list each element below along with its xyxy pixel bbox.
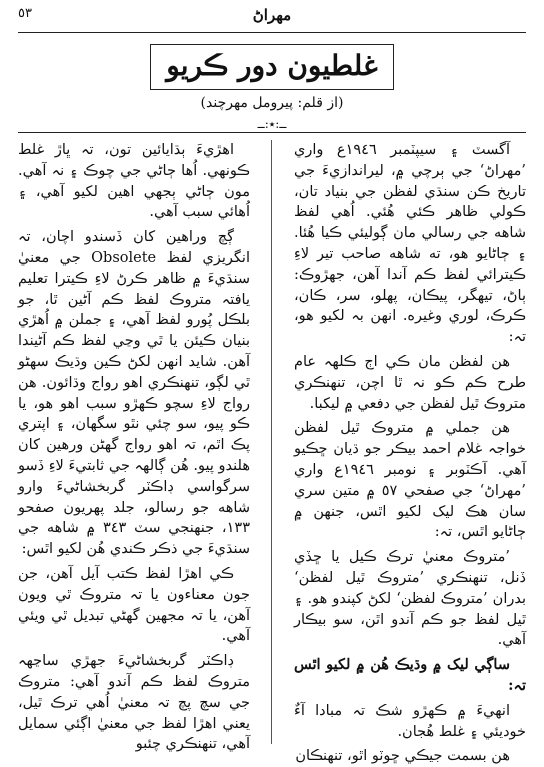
paragraph: ڳچ وراهين کان ڏسندو اچان، تہ انگريزي لفظ Obsolete جي معنيٰ سنڌيءَ ۾ ظاهر ڪرڻ لاءِ ڪيترا تعليم يافتہ متروڪ لفظ ڪم آڻين ٿا، جو بلڪل پُورو لفظ آهي، ۽ جملن ۾ اُهڙي بنيان ڪيئن يا ٿي وڃي لفظ ڪم آڻيندا آهن. شايد انهن لکڻ ڪين وڌيڪ سهڻو ٿي لڳو، تنهنڪري اهو رواج وڌائون. هن رواج لاءِ سچو ڪهڙو سبب اهو هو، يا ڪو پيو، سو چئي نٿو سگهان، ۽ اپتري پڪ اٿم، تہ اهو رواج گهڻن ورهين کان هلندو پيو. هُن ڳالهہ جي ثابتيءَ لاءِ ڏسو سرگواسي ڊاڪٽر گربخشاڻيءَ وارو شاهه جو رسالو، جلد پهريون صفحو ١٣٣، جنهنجي سٽ ٣٤٣ ۾ شاهه جي سنڌيءَ جي ذڪر ڪندي هُن لکيو اٿس: — [18, 229, 250, 558]
paragraph: ساڳي ليک ۾ وڌيڪ هُن ۾ لکيو اٿس تہ: — [294, 656, 526, 694]
paragraph: آگسٽ ۽ سيپٽمبر ١٩٤٦ع واري ’مهراڻ‘ جي ٻرچي ۾، ليراندازيءَ جي تاريخ ڪن سنڌي لفظن جي بنياد تان، ڪولي ظاهر ڪئي هُئي. اُهي لفظ شاهه جي رسالي مان ڳوليئي ڪيا هُئا. ۽ ڄاڻايو هو، ته شاهه صاحب تير لاءِ ڪيترائي لفظ ڪم آندا آهن، جهڙوڪ: ٻاڻ، تيهگر، پيڪان، پهلو، سر، ڪان، ڪرڪ، لوري وغيره. انهن بہ لکيو هو، تہ: — [294, 142, 526, 346]
running-head: مهراڻ — [252, 6, 292, 24]
article-title: غلطيون دور ڪريو — [166, 49, 378, 82]
paragraph: انهيءَ ۾ ڪهڙو شڪ تہ مبادا آءٌ خوديئي ۽ غلط هُجان. — [294, 702, 526, 740]
paragraph: ڊاڪٽر گربخشاڻيءَ جهڙي ساڃهہ متروڪ لفظ ڪم آندو آهي: متروڪ جي سچ پچ تہ معنيٰ اُهي ترڪ ٿيل، يعني اهڙا لفظ جي معنيٰ اڳئي سمايل آهي، تنهنڪري چئبو — [18, 653, 250, 753]
paragraph: هن لفظن مان ڪي اڄ ڪلهہ عام طرح ڪم ڪو نہ ٿا اچن، تنهنڪري متروڪ ٿيل لفظن جي دفعي ۾ ليکبا. — [294, 353, 526, 412]
paragraph: هن بسمت جيڪي ڇوٽو اٿو، تنهنڪان — [295, 748, 510, 765]
header-rule — [18, 32, 526, 33]
page-number: ٥٣ — [18, 6, 32, 21]
paragraph: ڪي اهڙا لفظ ڪتب آيل آهن، جن جون معناءون يا تہ متروڪ ٿي ويون آهن، يا تہ مجهين گهڻي تبديل ٿي ويئي آهي. — [18, 565, 250, 645]
page-header — [18, 0, 526, 30]
title-rule — [18, 132, 526, 133]
column-rule — [271, 140, 272, 744]
left-column — [18, 140, 250, 753]
right-column — [294, 140, 526, 765]
author-byline: (از قلم: پيرومل مهرچند) — [200, 95, 344, 111]
paragraph: هن جملي ۾ متروڪ ٿيل لفظن خواجہ غلام احمد بيڪر جو ڌيان ڇڪيو آهي. آڪٽوبر ۽ نومبر ١٩٤٦ع واري ’مهراڻ‘ جي صفحي ٥٧ ۾ متين سري سان هڪ ليک لکيو اٿس، جنهن ۾ ڄاڻايو اٿس، تہ: — [294, 420, 526, 541]
paragraph: ’متروڪ معنيٰ ترڪ ڪيل يا ڇڏي ڏنل، تنهنڪري ’متروڪ ٿيل لفظن‘ بدران ’متروڪ لفظن‘ لکڻ کپندو هو. ۽ ٿيل لفظ جو ڪم آندو اٿن، سو بيڪار آهي. — [294, 549, 526, 649]
title-box — [150, 44, 394, 90]
paragraph: اهڙيءَ ٻڌايائين تون، تہ ڀاڙ غلط ڪونهي. اُها ڄاڻي جي چوڪ ۽ نہ آهي. مون ڄاڻي ٻجهي اهين لکيو آهي، ۽ اُهائي سبب آهي. — [18, 142, 250, 221]
ornament-divider: ــ:٭:ــ — [257, 117, 287, 131]
